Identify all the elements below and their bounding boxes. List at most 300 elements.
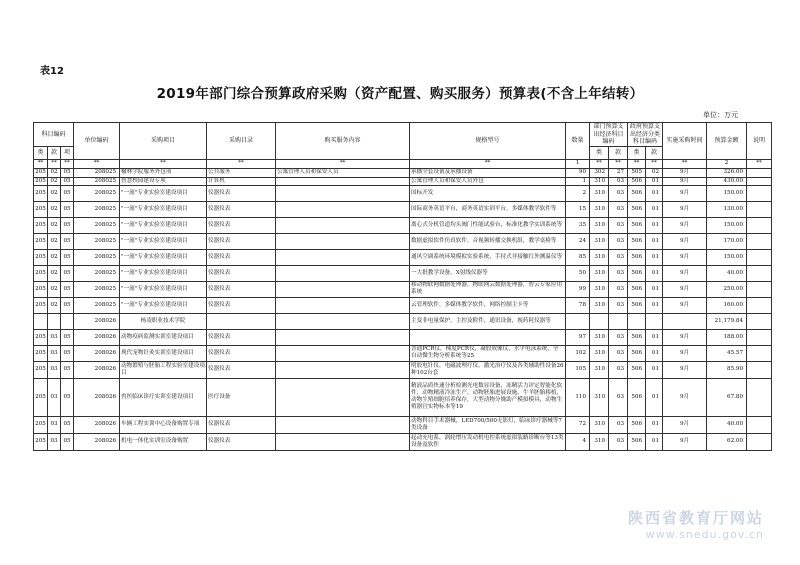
cell-quantity: 102	[566, 345, 590, 361]
cell-gov-lei: 506	[628, 345, 646, 361]
budget-table	[33, 122, 772, 451]
cell-purchase-item: "一流"专业实验室建设项目	[120, 249, 207, 265]
cell-gov-kuan: 01	[646, 378, 663, 416]
cell-note	[747, 361, 772, 378]
header-gov-kuan: 款	[646, 146, 663, 159]
table-row	[34, 281, 772, 297]
marker-cell: **	[747, 159, 772, 168]
cell-dept-lei: 310	[590, 297, 609, 313]
cell-dept-lei: 310	[590, 361, 609, 378]
cell-unit-code: 208025	[74, 217, 120, 233]
cell-service	[276, 297, 410, 313]
cell-kuan: 02	[48, 249, 61, 265]
marker-cell: **	[276, 159, 410, 168]
cell-quantity: 110	[566, 378, 590, 416]
header-dept-econ: 部门预算支出经济科目编码	[590, 123, 628, 147]
cell-note	[747, 416, 772, 433]
table-row	[34, 265, 772, 281]
cell-xiang: 05	[61, 297, 74, 313]
cell-purchase-item: 车辆工程实训中心设备购置专项	[120, 416, 207, 433]
cell-impl-time: 9月	[663, 201, 707, 217]
cell-dept-lei: 310	[590, 177, 609, 185]
cell-unit-code: 208025	[74, 265, 120, 281]
table-row	[34, 433, 772, 450]
cell-note	[747, 217, 772, 233]
cell-impl-time: 9月	[663, 233, 707, 249]
cell-unit-code: 208025	[74, 281, 120, 297]
watermark-site-name: 陕西省教育厅网站	[627, 509, 764, 527]
cell-lei: 205	[34, 345, 48, 361]
cell-dept-lei: 310	[590, 185, 609, 201]
cell-kuan: 02	[48, 281, 61, 297]
marker-cell: **	[646, 159, 663, 168]
cell-catalog: 仪器仪表	[207, 249, 276, 265]
cell-dept-kuan: 03	[609, 378, 628, 416]
cell-dept-kuan: 03	[609, 329, 628, 345]
cell-xiang: 05	[61, 249, 74, 265]
cell-gov-lei: 505	[628, 168, 646, 177]
cell-service	[276, 201, 410, 217]
cell-dept-lei: 310	[590, 265, 609, 281]
cell-dept-lei: 310	[590, 201, 609, 217]
cell-quantity: 2	[566, 185, 590, 201]
cell-amount: 21,179.84	[707, 313, 747, 329]
cell-quantity: 15	[566, 201, 590, 217]
cell-amount: 150.00	[707, 185, 747, 201]
header-gov-econ: 政府预算支出经济分类科目编码	[628, 123, 663, 147]
cell-note	[747, 233, 772, 249]
cell-impl-time: 9月	[663, 168, 707, 177]
cell-unit-code: 208026	[74, 313, 120, 329]
cell-service: 公寓管理人员和保安人员	[276, 168, 410, 177]
marker-row	[34, 159, 772, 168]
table-row	[34, 201, 772, 217]
cell-gov-lei: 506	[628, 249, 646, 265]
cell-kuan: 03	[48, 361, 61, 378]
cell-catalog: 仪器仪表	[207, 265, 276, 281]
cell-xiang: 05	[61, 168, 74, 177]
cell-dept-kuan: 03	[609, 416, 628, 433]
cell-spec: 离心式分机管道均头阀门性能试验台，标准化教学实训系统等	[410, 217, 566, 233]
cell-catalog: 医疗设备	[207, 378, 276, 416]
cell-gov-lei: 506	[628, 177, 646, 185]
cell-kuan: 03	[48, 433, 61, 450]
cell-quantity: 35	[566, 217, 590, 233]
cell-amount: 188.00	[707, 329, 747, 345]
cell-spec: 通风空调系统环境模拟实验系统，手持式非接触红外测温仪等	[410, 249, 566, 265]
cell-quantity: 50	[566, 265, 590, 281]
header-amount: 预算金额	[707, 123, 747, 160]
cell-quantity: 90	[566, 168, 590, 177]
cell-dept-kuan: 03	[609, 281, 628, 297]
cell-purchase-item: "一流"专业实验室建设项目	[120, 265, 207, 281]
cell-purchase-item: "一流"专业实验室建设项目	[120, 185, 207, 201]
cell-lei: 205	[34, 249, 48, 265]
cell-xiang: 05	[61, 361, 74, 378]
cell-xiang: 05	[61, 378, 74, 416]
page-title: 2019年部门综合预算政府采购（资产配置、购买服务）预算表(不含上年结转）	[156, 86, 644, 102]
cell-gov-lei: 506	[628, 378, 646, 416]
cell-dept-lei: 310	[590, 416, 609, 433]
cell-dept-kuan	[609, 313, 628, 329]
cell-impl-time: 9月	[663, 281, 707, 297]
cell-purchase-item: "一流"专业实验室建设项目	[120, 201, 207, 217]
cell-gov-kuan: 01	[646, 185, 663, 201]
cell-kuan: 02	[48, 168, 61, 177]
cell-quantity: 72	[566, 416, 590, 433]
marker-cell: **	[61, 159, 74, 168]
cell-amount: 40.00	[707, 416, 747, 433]
marker-cell: **	[628, 159, 646, 168]
cell-lei: 205	[34, 201, 48, 217]
cell-kuan: 02	[48, 201, 61, 217]
cell-note	[747, 201, 772, 217]
cell-impl-time: 9月	[663, 177, 707, 185]
cell-amount: 85.90	[707, 361, 747, 378]
cell-spec: 一大批教学设备，X射线仪器等	[410, 265, 566, 281]
cell-purchase-item: 现代宠物针灸实训室建设项目	[120, 345, 207, 361]
cell-lei: 205	[34, 416, 48, 433]
cell-spec: 承播全套设备及承播设备	[410, 168, 566, 177]
cell-gov-kuan: 01	[646, 201, 663, 217]
cell-purchase-item: 榆林学院服务外包项	[120, 168, 207, 177]
cell-lei: 205	[34, 378, 48, 416]
cell-dept-kuan: 03	[609, 233, 628, 249]
watermark-url: www.snedu.gov.cn	[645, 528, 764, 541]
marker-cell: **	[120, 159, 207, 168]
cell-kuan: 03	[48, 378, 61, 416]
cell-catalog: 仪器仪表	[207, 361, 276, 378]
cell-note	[747, 168, 772, 177]
table-row	[34, 168, 772, 177]
cell-amount: 67.80	[707, 378, 747, 416]
cell-purchase-item: "一流"专业实验室建设项目	[120, 297, 207, 313]
cell-spec: 起动充电系，涡轮增压发动机电控系统虚拟装路诊断台等13类设备及软件	[410, 433, 566, 450]
cell-impl-time: 9月	[663, 361, 707, 378]
marker-cell: 2	[707, 159, 747, 168]
cell-impl-time: 9月	[663, 297, 707, 313]
cell-impl-time: 9月	[663, 329, 707, 345]
cell-gov-kuan: 01	[646, 177, 663, 185]
cell-dept-lei: 310	[590, 329, 609, 345]
cell-gov-lei: 506	[628, 217, 646, 233]
cell-service	[276, 185, 410, 201]
cell-dept-lei: 310	[590, 433, 609, 450]
cell-impl-time: 9月	[663, 433, 707, 450]
cell-dept-lei: 310	[590, 378, 609, 416]
cell-dept-lei: 310	[590, 249, 609, 265]
marker-cell: **	[74, 159, 120, 168]
cell-note	[747, 329, 772, 345]
cell-impl-time: 9月	[663, 378, 707, 416]
table-row	[34, 297, 772, 313]
cell-kuan: 02	[48, 265, 61, 281]
cell-note	[747, 185, 772, 201]
cell-gov-lei: 506	[628, 329, 646, 345]
cell-xiang: 05	[61, 265, 74, 281]
cell-gov-kuan	[646, 313, 663, 329]
cell-dept-lei: 302	[590, 168, 609, 177]
cell-xiang	[61, 313, 74, 329]
cell-kuan: 02	[48, 297, 61, 313]
cell-dept-lei	[590, 313, 609, 329]
cell-catalog: 仪器仪表	[207, 281, 276, 297]
cell-service	[276, 361, 410, 378]
cell-note	[747, 378, 772, 416]
cell-note	[747, 313, 772, 329]
table-row	[34, 378, 772, 416]
cell-lei: 205	[35, 169, 46, 175]
cell-catalog: 仪器仪表	[207, 329, 276, 345]
table-row	[34, 345, 772, 361]
cell-spec: 数据虚拟软件仿真软件，音视频转播交换机组，教学桌椅等	[410, 233, 566, 249]
cell-catalog: 计算机	[207, 177, 276, 185]
cell-catalog: 仪器仪表	[207, 345, 276, 361]
cell-service	[276, 265, 410, 281]
header-purchase-catalog: 采购目录	[207, 123, 276, 160]
cell-quantity: 97	[566, 329, 590, 345]
header-note: 说明	[747, 123, 772, 160]
marker-cell: **	[207, 159, 276, 168]
cell-spec: 移动物联网数据处理器，物联网云数据处理器，智云专家应用系统	[410, 281, 566, 297]
cell-gov-lei: 506	[628, 185, 646, 201]
cell-note	[747, 281, 772, 297]
cell-dept-lei: 310	[590, 345, 609, 361]
cell-lei	[34, 313, 48, 329]
header-impl-time: 实施采购时间	[663, 123, 707, 160]
cell-spec: 主变非电量保护，主控及附件，通讯设备，视药耗仪器等	[410, 313, 566, 329]
cell-unit-code: 208026	[74, 361, 120, 378]
cell-quantity: 24	[566, 233, 590, 249]
cell-gov-kuan: 02	[646, 168, 663, 177]
cell-spec: 普通PCR仪，梯度PCR仪，凝胶成像仪，水平电泳系统，全自动微生物分析系统等25	[410, 345, 566, 361]
cell-xiang: 05	[61, 185, 74, 201]
cell-gov-lei: 506	[628, 433, 646, 450]
cell-xiang: 05	[61, 329, 74, 345]
cell-gov-lei: 506	[628, 416, 646, 433]
header-spec: 规格型号	[410, 123, 566, 160]
cell-amount: 62.00	[707, 433, 747, 450]
cell-kuan	[48, 313, 61, 329]
header-lei: 类	[34, 146, 48, 159]
cell-spec: 国际商务英语平台，商务英语实训平台，多媒体教学软件等	[410, 201, 566, 217]
cell-unit-code: 208025	[74, 185, 120, 201]
cell-catalog: 仪器仪表	[207, 297, 276, 313]
cell-dept-kuan: 03	[609, 177, 628, 185]
cell-dept-kuan: 03	[609, 217, 628, 233]
marker-cell: **	[410, 159, 566, 168]
cell-purchase-item: 机电一体化实训室设备购置	[120, 433, 207, 450]
cell-catalog: 仪器仪表	[207, 217, 276, 233]
cell-lei: 205	[34, 265, 48, 281]
cell-service	[276, 416, 410, 433]
cell-gov-lei: 506	[628, 281, 646, 297]
marker-cell: **	[34, 159, 48, 168]
cell-unit-code: 208025	[74, 249, 120, 265]
cell-impl-time: 9月	[663, 265, 707, 281]
cell-amount: 160.00	[707, 297, 747, 313]
cell-note	[747, 177, 772, 185]
marker-cell: **	[48, 159, 61, 168]
cell-gov-lei: 506	[628, 297, 646, 313]
cell-service	[276, 281, 410, 297]
cell-quantity	[566, 313, 590, 329]
cell-lei: 205	[34, 233, 48, 249]
cell-xiang: 05	[61, 217, 74, 233]
cell-gov-kuan: 01	[646, 249, 663, 265]
cell-quantity: 105	[566, 361, 590, 378]
cell-amount: 45.57	[707, 345, 747, 361]
cell-xiang: 05	[61, 281, 74, 297]
cell-service	[276, 233, 410, 249]
cell-purchase-item: "一流"专业实验室建设项目	[120, 281, 207, 297]
header-quantity: 数量	[566, 123, 590, 160]
table-row	[34, 361, 772, 378]
cell-amount: 150.00	[707, 217, 747, 233]
cell-unit-code: 208025	[74, 201, 120, 217]
cell-lei: 205	[35, 177, 46, 184]
cell-service	[276, 217, 410, 233]
cell-note	[747, 249, 772, 265]
cell-spec: 明胶电针仪，电磁波理疗仪，激光治疗仪及各类辅助性设备26种102台套	[410, 361, 566, 378]
header-dept-kuan: 款	[609, 146, 628, 159]
marker-cell: **	[590, 159, 609, 168]
cell-dept-kuan: 03	[609, 201, 628, 217]
cell-lei: 205	[34, 297, 48, 313]
header-purchase-item: 采购项目	[120, 123, 207, 160]
table-row	[34, 233, 772, 249]
marker-cell: 1	[566, 159, 590, 168]
table-row	[34, 313, 772, 329]
cell-kuan: 02	[48, 233, 61, 249]
cell-lei: 205	[34, 329, 48, 345]
table-row	[34, 249, 772, 265]
cell-amount: 430.00	[707, 177, 747, 185]
cell-unit-code: 208025	[74, 168, 120, 177]
cell-gov-kuan: 01	[646, 433, 663, 450]
cell-xiang: 05	[61, 416, 74, 433]
cell-catalog	[207, 313, 276, 329]
cell-dept-kuan: 03	[609, 361, 628, 378]
cell-quantity: 85	[566, 249, 590, 265]
cell-service	[276, 433, 410, 450]
cell-purchase-item: 动物疫病监测实训室建设项目	[120, 329, 207, 345]
cell-gov-kuan: 01	[646, 281, 663, 297]
cell-purchase-item: "一流"专业实验室建设项目	[120, 233, 207, 249]
cell-amount: 40.00	[707, 265, 747, 281]
cell-spec: 国标开发	[410, 185, 566, 201]
cell-gov-lei: 506	[628, 361, 646, 378]
cell-spec	[410, 329, 566, 345]
cell-xiang: 05	[61, 345, 74, 361]
cell-lei: 205	[34, 185, 48, 201]
table-row	[34, 416, 772, 433]
cell-gov-kuan: 01	[646, 297, 663, 313]
cell-note	[747, 345, 772, 361]
cell-service	[276, 177, 410, 185]
header-unit-code: 单位编码	[74, 123, 120, 160]
cell-kuan: 03	[48, 345, 61, 361]
cell-quantity: 4	[566, 433, 590, 450]
cell-impl-time: 9月	[663, 185, 707, 201]
cell-dept-kuan: 03	[609, 345, 628, 361]
cell-quantity: 1	[566, 177, 590, 185]
cell-amount: 250.00	[707, 281, 747, 297]
cell-gov-kuan: 01	[646, 345, 663, 361]
cell-service	[276, 345, 410, 361]
cell-unit-code: 208026	[74, 416, 120, 433]
cell-unit-code: 208026	[74, 378, 120, 416]
cell-amount: 170.00	[707, 233, 747, 249]
cell-impl-time	[663, 313, 707, 329]
cell-amount: 130.00	[707, 201, 747, 217]
cell-dept-kuan: 03	[609, 185, 628, 201]
cell-purchase-item: "一流"专业实验室建设项目	[120, 217, 207, 233]
cell-gov-lei	[628, 313, 646, 329]
cell-kuan: 02	[48, 217, 61, 233]
cell-lei: 205	[34, 361, 48, 378]
watermark	[628, 507, 764, 541]
cell-spec: 精液品质快速分析检测光电数显设备，冻精活力评定智能化软件，动物精液冷冻生产，动物胚胎进展设施，牛羊胚胎移植，动物生殖细胞培养保存，大型动物分娩助产模拟模具，动物生殖器官实物标本等19	[410, 378, 566, 416]
cell-catalog: 仪器仪表	[207, 201, 276, 217]
cell-gov-kuan: 01	[646, 217, 663, 233]
cell-gov-lei: 506	[628, 233, 646, 249]
cell-catalog: 仪器仪表	[207, 416, 276, 433]
cell-amount: 150.00	[707, 249, 747, 265]
cell-unit-code: 208025	[74, 297, 120, 313]
table-row	[34, 329, 772, 345]
cell-purchase-item: 动物繁殖与胚胎工程实验室建设项目	[120, 361, 207, 378]
cell-note	[747, 265, 772, 281]
cell-unit-code: 208026	[74, 433, 120, 450]
cell-xiang: 05	[61, 177, 74, 185]
cell-dept-kuan: 03	[609, 433, 628, 450]
cell-gov-kuan: 01	[646, 329, 663, 345]
cell-gov-kuan: 01	[646, 265, 663, 281]
cell-quantity: 78	[566, 297, 590, 313]
cell-dept-kuan: 03	[609, 249, 628, 265]
cell-gov-lei: 506	[628, 201, 646, 217]
cell-unit-code: 208026	[74, 345, 120, 361]
cell-gov-kuan: 01	[646, 361, 663, 378]
cell-unit-code: 208025	[74, 233, 120, 249]
table-row	[34, 177, 772, 185]
unit-label: 单位：万元	[703, 111, 738, 119]
cell-note	[747, 433, 772, 450]
table-number: 表12	[40, 66, 64, 77]
marker-cell: **	[663, 159, 707, 168]
cell-purchase-item: 兽医临床诊疗实训室建设项目	[120, 378, 207, 416]
cell-catalog: 仪器仪表	[207, 433, 276, 450]
cell-impl-time: 9月	[663, 345, 707, 361]
cell-xiang: 05	[61, 201, 74, 217]
table-row	[34, 185, 772, 201]
cell-lei: 205	[34, 281, 48, 297]
header-kuan: 款	[48, 146, 61, 159]
cell-xiang: 05	[61, 433, 74, 450]
cell-impl-time: 9月	[663, 249, 707, 265]
marker-cell: **	[609, 159, 628, 168]
cell-dept-kuan: 03	[609, 265, 628, 281]
cell-catalog: 公共服务	[207, 168, 276, 177]
cell-note	[747, 297, 772, 313]
header-dept-lei: 类	[590, 146, 609, 159]
cell-xiang: 05	[61, 233, 74, 249]
cell-lei: 205	[34, 217, 48, 233]
cell-dept-kuan: 03	[609, 297, 628, 313]
cell-spec: 公寓管理人员和保安人员外包	[410, 177, 566, 185]
cell-unit-code: 208026	[74, 329, 120, 345]
